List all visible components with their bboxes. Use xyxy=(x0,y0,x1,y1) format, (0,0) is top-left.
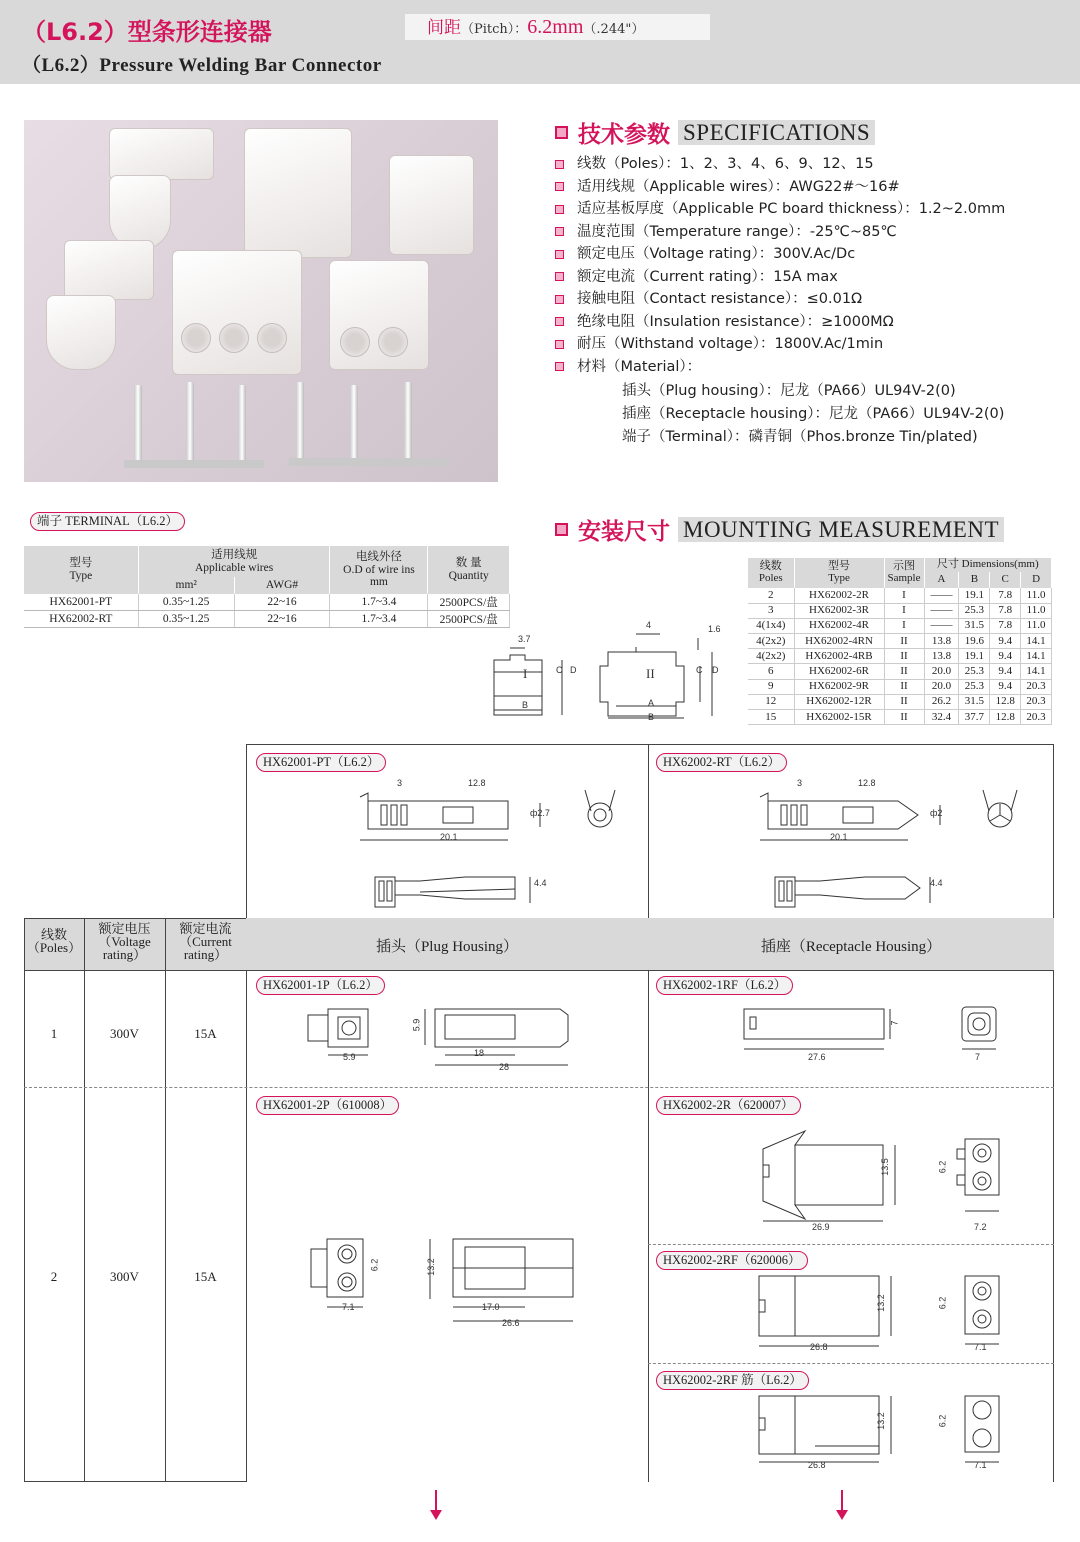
mounting-table: 线数 Poles 型号 Type 示图 Sample 尺寸 Dimensions(mm) A B C D 2 HX62002-2R I —— 19.1 7.8 11.0 3 HX62002-3R I —— 25.3 7.8 11.0 4(1x4) HX62002-4R I —— 31.5 7.8 11.0 4(2x2) HX62002-4RN II 13.8 19.6 9.4 14.1 4(2x2) HX62002-4RB II 13.8 19.1 9.4 14.1 6 HX62002-6R II 20.0 25.3 9.4 14.1 9 HX62002-9R II 20.0 25.3 9.4 20.3 12 HX62002-12R II 26.2 31.5 12.8 20.3 15 HX62002-15R II 32.4 37.7 12.8 20.3 xyxy=(748,558,1052,725)
receptacle-image xyxy=(109,128,214,180)
table-row: 9 HX62002-9R II 20.0 25.3 9.4 20.3 xyxy=(748,679,1052,694)
pt-label: HX62001-PT（L6.2） xyxy=(256,753,386,772)
part-p2-label: HX62001-2P（610008） xyxy=(256,1096,399,1115)
part-r2fb-label: HX62002-2RF 筋（L6.2） xyxy=(656,1371,809,1390)
continue-down-arrow-icon xyxy=(841,1490,843,1512)
col-current: 额定电流 （Current rating） xyxy=(179,921,232,962)
col-sample: 示图 Sample xyxy=(884,558,924,588)
rt-terminal-drawing xyxy=(755,785,1045,910)
receptacle-image xyxy=(64,240,154,300)
terminal-table xyxy=(24,546,510,628)
spec-item: 适应基板厚度（Applicable PC board thickness）：1.2~2.0mm xyxy=(555,198,1070,221)
spec-item: 耐压（Withstand voltage）：1800V.Ac/1min xyxy=(555,333,1070,356)
material-terminal: 端子（Terminal）：磷青铜（Phos.bronze Tin/plated) xyxy=(622,429,978,445)
sample-i-outline xyxy=(494,655,542,715)
r2f-drawing xyxy=(755,1272,1045,1357)
material-plug: 插头（Plug housing）：尼龙（PA66）UL94V-2(0) xyxy=(622,383,956,399)
pitch-value: 6.2mm xyxy=(527,16,584,38)
pitch-paren: （Pitch）： xyxy=(461,22,528,37)
spec-list xyxy=(555,153,1070,378)
square-bullet-icon xyxy=(555,295,564,304)
page-title-en: （L6.2）Pressure Welding Bar Connector xyxy=(22,55,382,76)
r2fb-drawing xyxy=(755,1392,1045,1472)
plug-housing-image xyxy=(244,128,352,258)
p2-drawing xyxy=(305,1235,580,1335)
plug-housing-header: 插头（Plug Housing） xyxy=(375,939,519,955)
spec-item: 额定电流（Current rating）：15A max xyxy=(555,266,1070,289)
square-bullet-icon xyxy=(555,340,564,349)
square-bullet-icon xyxy=(555,182,564,191)
plug-housing-image xyxy=(389,155,474,255)
p1-drawing xyxy=(300,1005,590,1075)
spec-item: 额定电压（Voltage rating）：300V.Ac/Dc xyxy=(555,243,1070,266)
col-mm2: mm² xyxy=(138,577,234,594)
receptacle-image xyxy=(46,295,116,370)
specifications-heading: 技术参数 SPECIFICATIONS xyxy=(555,116,875,149)
table-row: HX62002-RT 0.35~1.25 22~16 1.7~3.4 2500PCS/盘 xyxy=(24,611,510,628)
receptacle-housing-image xyxy=(329,260,429,370)
table-row: 15 HX62002-15R II 32.4 37.7 12.8 20.3 xyxy=(748,710,1052,725)
table-row: 4(1x4) HX62002-4R I —— 31.5 7.8 11.0 xyxy=(748,618,1052,633)
receptacle-image xyxy=(109,175,171,250)
part-r1-label: HX62002-1RF（L6.2） xyxy=(656,976,793,995)
square-bullet-icon xyxy=(555,205,564,214)
pitch-box xyxy=(405,14,710,40)
terminal-label: 端子 TERMINAL（L6.2） xyxy=(30,512,185,531)
square-bullet-icon xyxy=(555,362,564,371)
table-row: 4(2x2) HX62002-4RN II 13.8 19.6 9.4 14.1 xyxy=(748,634,1052,649)
col-poles: 线数 Poles xyxy=(748,558,794,588)
col-wires: 适用线规 Applicable wires xyxy=(138,546,330,577)
product-photo xyxy=(24,120,498,482)
receptacle-housing-header: 插座（Receptacle Housing） xyxy=(760,939,942,955)
col-type: 型号 Type xyxy=(794,558,884,588)
part-p1-label: HX62001-1P（L6.2） xyxy=(256,976,385,995)
square-bullet-icon xyxy=(555,250,564,259)
square-bullet-icon xyxy=(555,227,564,236)
table-row: 4(2x2) HX62002-4RB II 13.8 19.1 9.4 14.1 xyxy=(748,649,1052,664)
pitch-inch: （.244"） xyxy=(583,22,645,37)
col-awg: AWG# xyxy=(234,577,330,594)
spec-item: 适用线规（Applicable wires）：AWG22#～16# xyxy=(555,176,1070,199)
part-r2-label: HX62002-2R（620007） xyxy=(656,1096,801,1115)
table-row: 2 HX62002-2R I —— 19.1 7.8 11.0 xyxy=(748,588,1052,603)
col-od: 电线外径 O.D of wire ins mm xyxy=(330,546,428,594)
pt-terminal-drawing xyxy=(355,785,645,910)
receptacle-housing-image xyxy=(172,250,302,375)
col-poles: 线数 （Poles） xyxy=(26,927,82,955)
square-bullet-icon xyxy=(555,160,564,169)
r2-drawing xyxy=(755,1125,1045,1235)
pitch-label: 间距 xyxy=(427,18,461,38)
square-bullet-icon xyxy=(555,523,568,536)
continue-down-arrow-icon xyxy=(435,1490,437,1512)
material-receptacle: 插座（Receptacle housing）：尼龙（PA66）UL94V-2(0) xyxy=(622,406,1005,422)
table-row: 12 HX62002-12R II 26.2 31.5 12.8 20.3 xyxy=(748,694,1052,709)
table-row: 6 HX62002-6R II 20.0 25.3 9.4 14.1 xyxy=(748,664,1052,679)
square-bullet-icon xyxy=(555,272,564,281)
table-row: HX62001-PT 0.35~1.25 22~16 1.7~3.4 2500PCS/盘 xyxy=(24,594,510,611)
mounting-heading: 安装尺寸 MOUNTING MEASUREMENT xyxy=(555,513,1004,546)
col-voltage: 额定电压 （Voltage rating） xyxy=(98,921,151,962)
ratings-grid xyxy=(24,918,246,1482)
col-dimensions: 尺寸 Dimensions(mm) xyxy=(924,558,1052,572)
square-bullet-icon xyxy=(555,126,568,139)
part-r2f-label: HX62002-2RF（620006） xyxy=(656,1251,808,1270)
col-qty: 数 量 Quantity xyxy=(428,546,510,594)
spec-item: 接触电阻（Contact resistance）：≤0.01Ω xyxy=(555,288,1070,311)
spec-item: 材料（Material）： xyxy=(555,356,1070,379)
spec-item: 线数（Poles）：1、2、3、4、6、9、12、15 xyxy=(555,153,1070,176)
table-row: 3 HX62002-3R I —— 25.3 7.8 11.0 xyxy=(748,603,1052,618)
spec-item: 绝缘电阻（Insulation resistance）：≥1000MΩ xyxy=(555,311,1070,334)
rt-label: HX62002-RT（L6.2） xyxy=(656,753,787,772)
col-type: 型号 Type xyxy=(24,546,138,594)
page-title-cn: （L6.2）型条形连接器 xyxy=(22,18,272,46)
spec-item: 温度范围（Temperature range）：-25℃~85℃ xyxy=(555,221,1070,244)
square-bullet-icon xyxy=(555,317,564,326)
